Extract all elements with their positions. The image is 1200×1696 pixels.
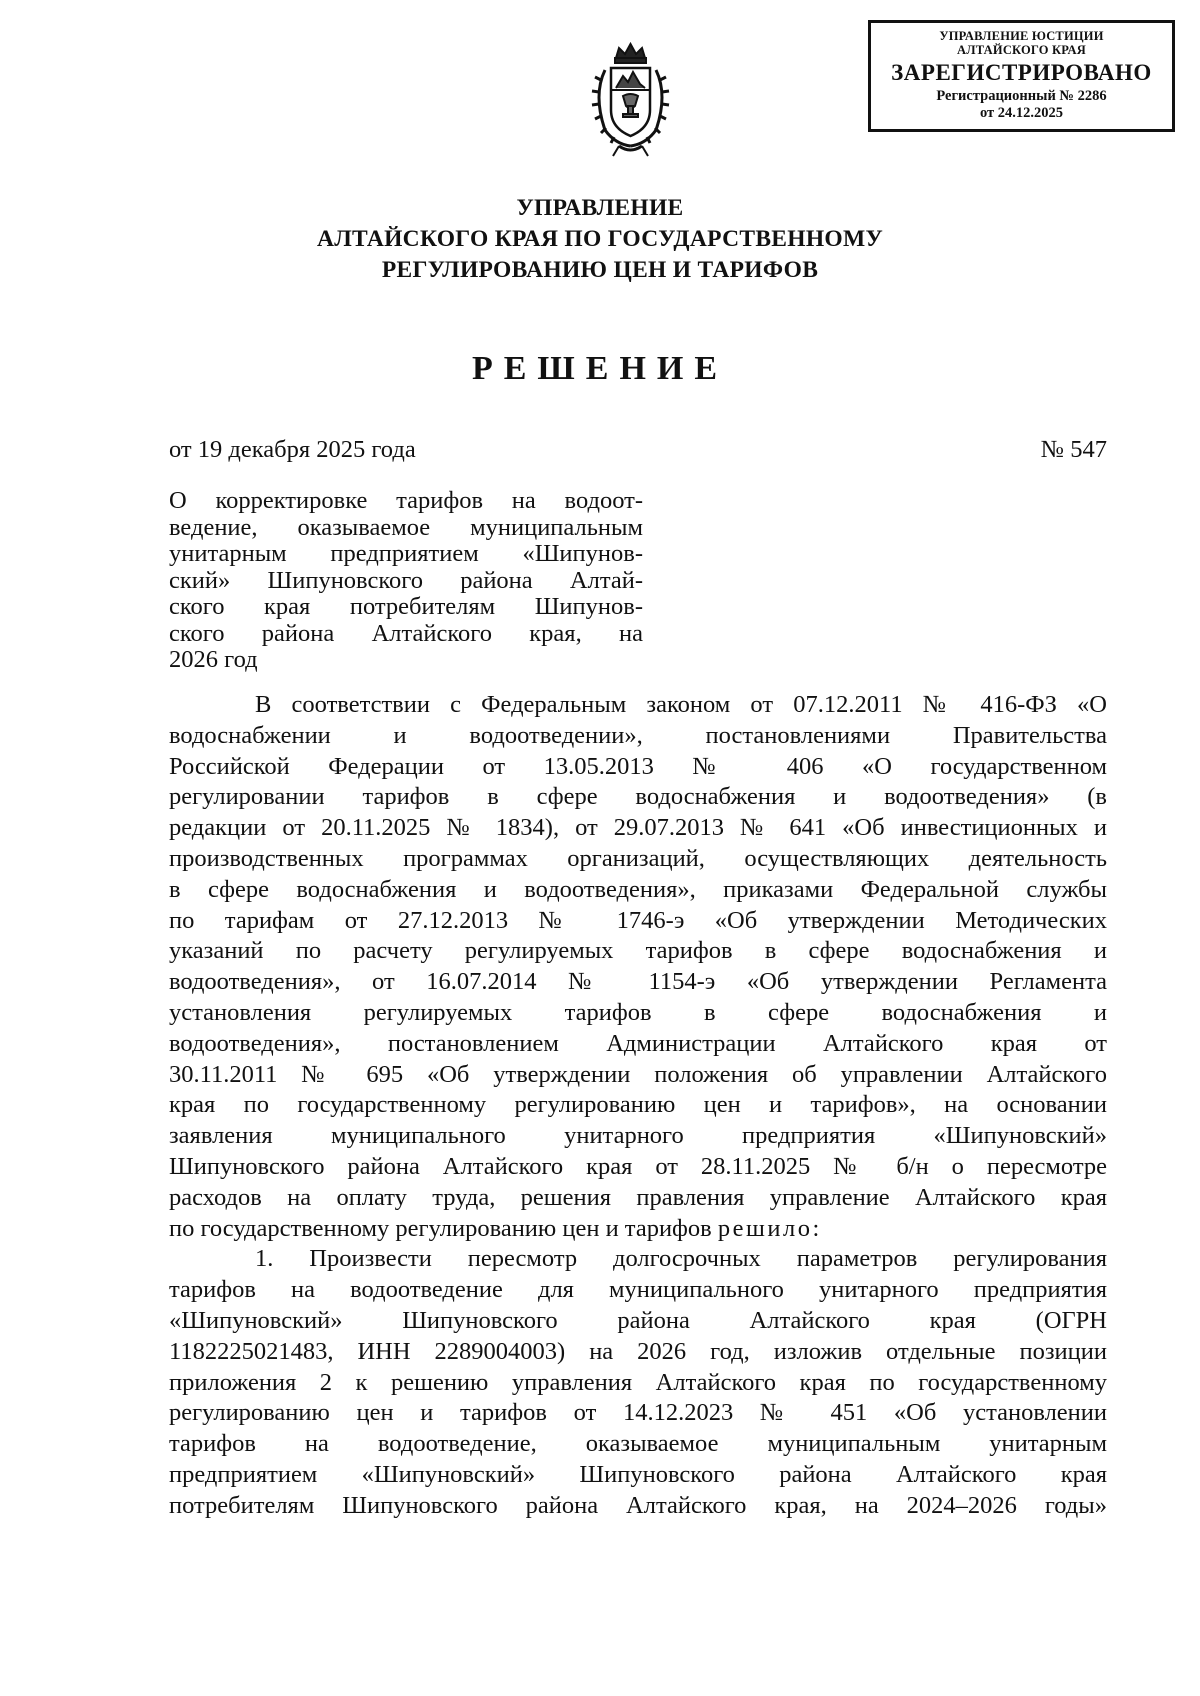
preamble-line: заявления муниципального унитарного предприятия «Шипуновский» (169, 1122, 1107, 1150)
preamble-line: редакции от 20.11.2025 № 1834), от 29.07.2013 № 641 «Об инвестиционных и (169, 814, 1107, 842)
stamp-status: ЗАРЕГИСТРИРОВАНО (891, 60, 1152, 85)
item-line: тарифов на водоотведение, оказываемое муниципальным унитарным (169, 1430, 1107, 1458)
preamble-line: регулировании тарифов в сфере водоснабжения и водоотведения» (в (169, 783, 1107, 811)
preamble-line: указаний по расчету регулируемых тарифов в сфере водоснабжения и (169, 937, 1107, 965)
coat-of-arms-icon (583, 40, 678, 160)
item-line: приложения 2 к решению управления Алтайского края по государственному (169, 1368, 1107, 1396)
document-body (169, 690, 1107, 1522)
preamble-line: расходов на оплату труда, решения правления управление Алтайского края (169, 1183, 1107, 1211)
agency-name (100, 193, 1100, 286)
preamble-line: края по государственному регулированию цен и тарифов», на основании (169, 1091, 1107, 1119)
subject-line: 2026 год (169, 646, 258, 673)
preamble-line: Российской Федерации от 13.05.2013 № 406 «О государственном (169, 752, 1107, 780)
item-line: 1. Произвести пересмотр долгосрочных параметров регулирования (255, 1245, 1107, 1273)
preamble-line: Шипуновского района Алтайского края от 28.11.2025 № б/н о пересмотре (169, 1152, 1107, 1180)
preamble-line: в сфере водоснабжения и водоотведения», приказами Федеральной службы (169, 875, 1107, 903)
preamble-line: производственных программах организаций, осуществляющих деятельность (169, 844, 1107, 872)
document-type-title: РЕШЕНИЕ (471, 350, 729, 387)
preamble-line: В соответствии с Федеральным законом от 07.12.2011 № 416-ФЗ «О (255, 691, 1107, 718)
item-line: регулированию цен и тарифов от 14.12.2023 № 451 «Об установлении (169, 1399, 1107, 1427)
preamble-final-line (169, 1214, 1107, 1245)
item-line: тарифов на водоотведение для муниципального унитарного предприятия (169, 1276, 1107, 1304)
subject-line: ведение, оказываемое муниципальным (169, 513, 643, 541)
preamble-line: водоотведения», от 16.07.2014 № 1154-э «Об утверждении Регламента (169, 968, 1107, 996)
subject-line: ского района Алтайского края, на (169, 619, 643, 647)
agency-line1: УПРАВЛЕНИЕ (516, 195, 684, 221)
item-line: предприятием «Шипуновский» Шипуновского района Алтайского края (169, 1460, 1107, 1488)
preamble-line: водоснабжении и водоотведении», постановлениями Правительства (169, 721, 1107, 749)
document-date: от 19 декабря 2025 года (169, 436, 416, 463)
preamble-line: по тарифам от 27.12.2013 № 1746-э «Об утверждении Методических (169, 906, 1107, 934)
preamble-line: установления регулируемых тарифов в сфере водоснабжения и (169, 998, 1107, 1026)
preamble-line: 30.11.2011 № 695 «Об утверждении положения об управлении Алтайского (169, 1060, 1107, 1088)
preamble-line: водоотведения», постановлением Администрации Алтайского края от (169, 1029, 1107, 1057)
stamp-org-line2: АЛТАЙСКОГО КРАЯ (957, 43, 1086, 57)
subject-line: ский» Шипуновского района Алтай- (169, 566, 643, 594)
stamp-reg-date: от 24.12.2025 (979, 105, 1064, 121)
decision-keyword: решило: (717, 1214, 822, 1242)
subject-line: О корректировке тарифов на водоот- (169, 487, 643, 514)
preamble-final-text: по государственному регулированию цен и тарифов (169, 1214, 712, 1242)
document-subject (169, 488, 643, 674)
agency-line3: РЕГУЛИРОВАНИЮ ЦЕН И ТАРИФОВ (381, 257, 819, 283)
stamp-reg-number: Регистрационный № 2286 (936, 88, 1107, 104)
stamp-org-line1: УПРАВЛЕНИЕ ЮСТИЦИИ (939, 29, 1104, 43)
item-line: 1182225021483, ИНН 2289004003) на 2026 год, изложив отдельные позиции (169, 1337, 1107, 1365)
subject-line: унитарным предприятием «Шипунов- (169, 540, 643, 567)
item-line: потребителям Шипуновского района Алтайского края, на 2024–2026 годы» (169, 1491, 1107, 1519)
registration-stamp (868, 20, 1175, 132)
item-line: «Шипуновский» Шипуновского района Алтайского края (ОГРН (169, 1306, 1107, 1334)
document-number: № 547 (1040, 436, 1107, 463)
agency-line2: АЛТАЙСКОГО КРАЯ ПО ГОСУДАРСТВЕННОМУ (316, 226, 884, 252)
subject-line: ского края потребителям Шипунов- (169, 593, 643, 620)
